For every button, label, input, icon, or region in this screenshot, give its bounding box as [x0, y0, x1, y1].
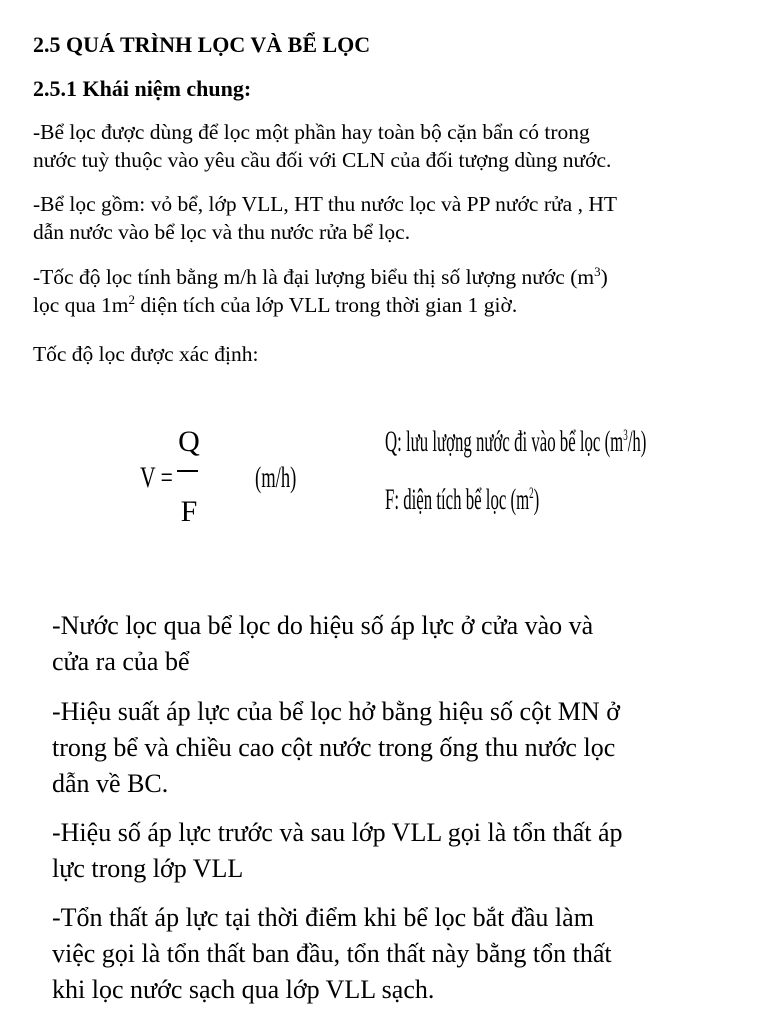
bullet-4-line-2: việc gọi là tổn thất ban đầu, tổn thất này bằng tổn thất	[52, 939, 612, 968]
bullet-2	[52, 694, 752, 802]
paragraph-4	[33, 340, 745, 368]
bullet-2-line-3: dẫn về BC.	[52, 769, 169, 798]
q-definition	[385, 424, 646, 460]
paragraph-1-line-2: nước tuỳ thuộc vào yêu cầu đối với CLN của đối tượng dùng nước.	[33, 148, 612, 172]
f-definition	[385, 482, 539, 518]
paragraph-3-line-1-close: )	[600, 265, 608, 289]
square-superscript: 2	[128, 291, 136, 307]
paragraph-3-line-2-text: lọc qua 1m	[33, 293, 129, 317]
paragraph-4-line-1: Tốc độ lọc được xác định:	[33, 342, 259, 366]
bullet-3	[52, 815, 752, 887]
paragraph-2-line-1: -Bể lọc gồm: vỏ bể, lớp VLL, HT thu nước lọc và PP nước rửa , HT	[33, 192, 617, 216]
bullet-2-line-2: trong bể và chiều cao cột nước trong ống thu nước lọc	[52, 733, 616, 762]
f-definition-text: F: diện tích bể lọc (m	[385, 483, 530, 516]
formula-denominator: F	[180, 495, 198, 528]
formula-unit: (m/h)	[255, 461, 297, 494]
fraction-bar	[177, 470, 198, 472]
bullet-4-line-3: khi lọc nước sạch qua lớp VLL sạch.	[52, 975, 435, 1004]
bullet-3-line-1: -Hiệu số áp lực trước và sau lớp VLL gọi là tổn thất áp	[52, 818, 623, 847]
subsection-title: 2.5.1 Khái niệm chung:	[33, 76, 252, 101]
paragraph-1	[33, 118, 745, 174]
paragraph-2	[33, 190, 745, 246]
bullet-1	[52, 608, 752, 680]
q-definition-text: Q: lưu lượng nước đi vào bể lọc (m	[385, 425, 624, 458]
bullet-4-line-1: -Tổn thất áp lực tại thời điểm khi bể lọc bắt đầu làm	[52, 903, 594, 932]
paragraph-2-line-2: dẫn nước vào bể lọc và thu nước rửa bể lọc.	[33, 220, 411, 244]
paragraph-3-line-2	[33, 291, 745, 319]
section-title: 2.5 QUÁ TRÌNH LỌC VÀ BỂ LỌC	[33, 32, 371, 57]
q-definition-close: /h)	[627, 425, 647, 458]
paragraph-3-line-2-rest: diện tích của lớp VLL trong thời gian 1 giờ.	[135, 293, 518, 317]
cubic-superscript: 3	[594, 263, 601, 279]
bullet-2-line-1: -Hiệu suất áp lực của bể lọc hở bằng hiệu số cột MN ở	[52, 697, 620, 726]
paragraph-3	[33, 263, 745, 319]
q-definition-superscript: 3	[623, 427, 628, 444]
bullet-3-line-2: lực trong lớp VLL	[52, 854, 244, 883]
f-definition-superscript: 2	[529, 485, 534, 502]
paragraph-3-line-1	[33, 263, 745, 291]
formula-lhs: V =	[140, 461, 173, 494]
paragraph-3-line-1-text: -Tốc độ lọc tính bằng m/h là đại lượng biểu thị số lượng nước (m	[33, 265, 595, 289]
filter-speed-formula	[0, 410, 768, 550]
bullet-4	[52, 900, 752, 1008]
bullet-1-line-2: cửa ra của bể	[52, 647, 190, 676]
bullet-1-line-1: -Nước lọc qua bể lọc do hiệu số áp lực ở cửa vào và	[52, 611, 594, 640]
paragraph-1-line-1: -Bể lọc được dùng để lọc một phần hay toàn bộ cặn bẩn có trong	[33, 120, 590, 144]
f-definition-close: )	[533, 483, 540, 516]
formula-numerator: Q	[178, 425, 200, 458]
